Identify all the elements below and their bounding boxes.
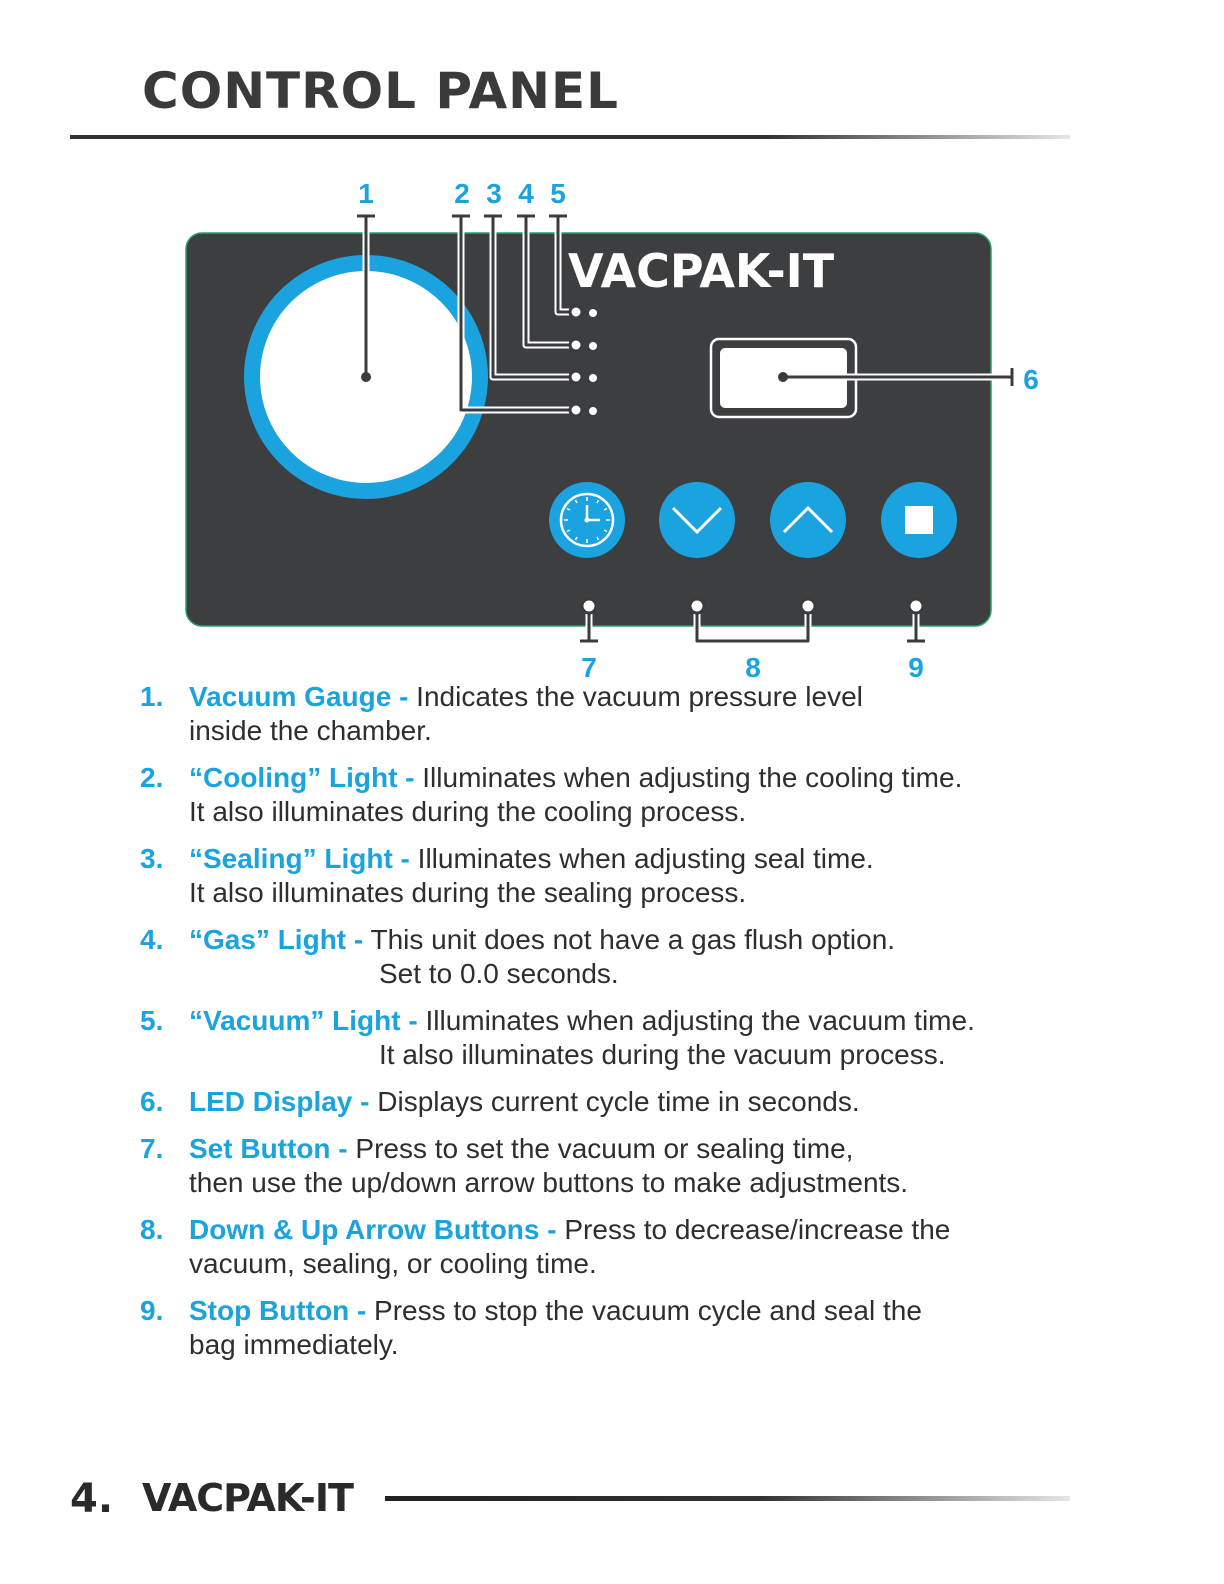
set-button[interactable] [549, 482, 625, 558]
cooling-light [589, 407, 597, 415]
list-item-vacuum-light: 5. “Vacuum” Light - Illuminates when adjusting the vacuum time. It also illuminates during the vacuum process. [140, 1005, 975, 1070]
gas-light [589, 342, 597, 350]
list-item-vacuum-gauge: 1. Vacuum Gauge - Indicates the vacuum pressure level inside the chamber. [140, 681, 863, 746]
stop-square-icon [905, 506, 933, 534]
list-item-led-display: 6. LED Display - Displays current cycle time in seconds. [140, 1086, 860, 1117]
list-item-stop-button: 9. Stop Button - Press to stop the vacuum cycle and seal the bag immediately. [140, 1295, 922, 1360]
list-item-cooling-light: 2. “Cooling” Light - Illuminates when adjusting the cooling time. It also illuminates during the cooling process. [140, 762, 963, 827]
list-item-set-button: 7. Set Button - Press to set the vacuum or sealing time, then use the up/down arrow buttons to make adjustments. [140, 1133, 909, 1198]
page-title: CONTROL PANEL [142, 62, 620, 120]
down-arrow-button[interactable] [659, 482, 735, 558]
list-item-arrow-buttons: 8. Down & Up Arrow Buttons - Press to decrease/increase the vacuum, sealing, or cooling time. [140, 1214, 951, 1279]
vacuum-light [589, 309, 597, 317]
title-rule [70, 135, 1070, 139]
callout-2: 2 [454, 178, 470, 209]
callout-5: 5 [550, 178, 566, 209]
panel-brand-logo: VACPAK-IT [568, 244, 835, 298]
list-item-gas-light: 4. “Gas” Light - This unit does not have a gas flush option. Set to 0.0 seconds. [140, 924, 896, 989]
footer-brand-logo: VACPAK-IT [142, 1476, 353, 1520]
callout-9: 9 [908, 652, 924, 683]
callout-4: 4 [518, 178, 534, 209]
stop-button[interactable] [881, 482, 957, 558]
sealing-light [589, 374, 597, 382]
callout-7: 7 [581, 652, 597, 683]
page-number: 4. [70, 1476, 114, 1522]
up-arrow-button[interactable] [770, 482, 846, 558]
callout-6: 6 [1023, 364, 1039, 395]
list-item-sealing-light: 3. “Sealing” Light - Illuminates when adjusting seal time. It also illuminates during the sealing process. [140, 843, 874, 908]
callout-8: 8 [745, 652, 761, 683]
callout-3: 3 [486, 178, 502, 209]
footer-rule [385, 1496, 1070, 1501]
control-panel-diagram [0, 160, 1224, 690]
callout-1: 1 [358, 178, 374, 209]
control-descriptions [140, 680, 1080, 1375]
